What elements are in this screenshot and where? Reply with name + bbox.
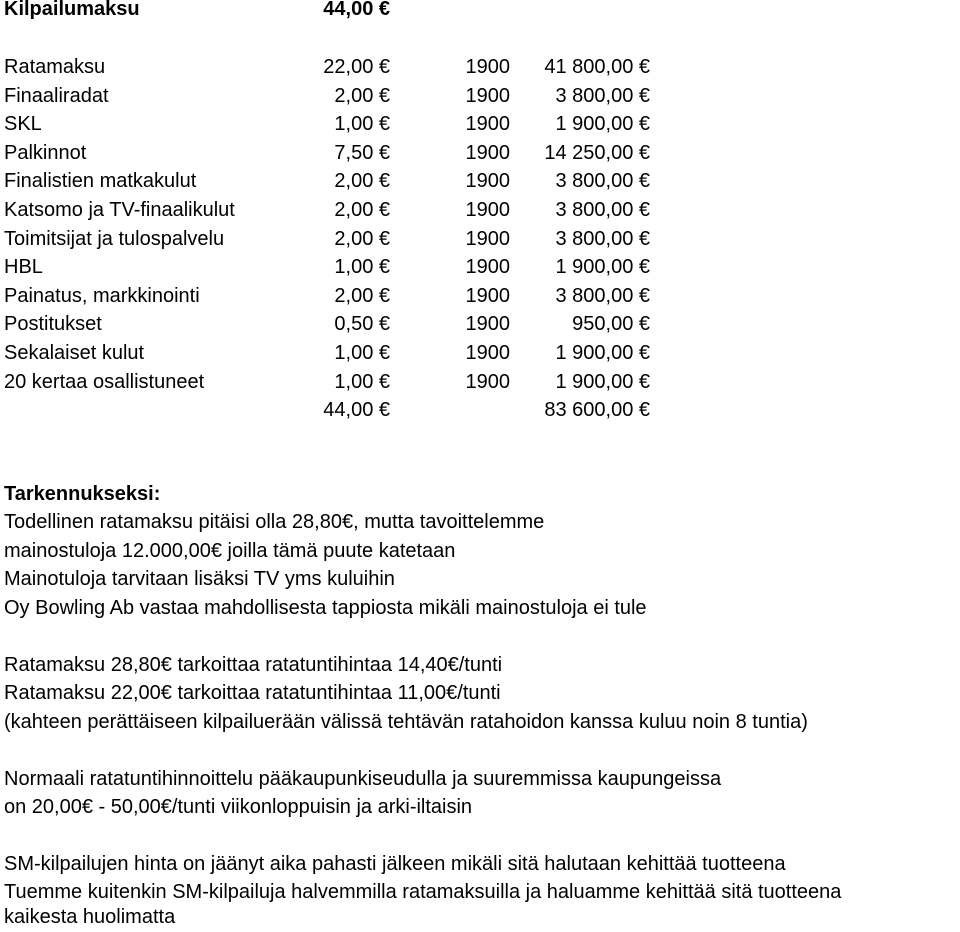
row-label: Katsomo ja TV-finaalikulut [4,199,235,221]
note-line: Todellinen ratamaksu pitäisi olla 28,80€, mutta tavoittelemme [4,511,545,533]
row-rate: 0,50 € [334,313,390,336]
row-label: Finaaliradat [4,84,109,107]
row-label: HBL [4,256,43,279]
row-rate: 1,00 € [334,256,390,279]
note-line: SM-kilpailujen hinta on jäänyt aika pahasti jälkeen mikäli sitä halutaan kehittää tuotteena [4,852,786,875]
table-row [0,225,960,254]
row-total: 1 900,00 € [555,370,650,393]
sum-row [0,396,960,425]
note-line: Ratamaksu 22,00€ tarkoittaa ratatuntihintaa 11,00€/tunti [4,682,501,704]
table-row [0,196,960,225]
table-row [0,110,960,139]
row-rate: 22,00 € [323,56,390,78]
row-rate: 2,00 € [334,284,390,307]
table-row [0,368,960,397]
row-quantity: 1900 [465,199,510,221]
row-total: 3 800,00 € [555,284,650,307]
table-row [0,310,960,339]
row-quantity: 1900 [465,370,510,393]
table-row [0,53,960,82]
note-line: on 20,00€ - 50,00€/tunti viikonloppuisin ja arki-iltaisin [4,796,473,818]
row-total: 3 800,00 € [555,84,650,107]
row-label: Palkinnot [4,141,87,164]
row-quantity: 1900 [465,284,510,307]
note-line: Mainotuloja tarvitaan lisäksi TV yms kuluihin [4,568,395,591]
row-rate: 1,00 € [334,370,390,393]
sum-total: 83 600,00 € [544,399,650,422]
row-label: Postitukset [4,313,102,336]
row-rate: 1,00 € [334,113,390,136]
note-line: kaikesta huolimatta [4,906,176,928]
table-row [0,282,960,311]
row-label: SKL [4,113,42,136]
row-label: Finalistien matkakulut [4,170,197,193]
row-rate: 2,00 € [334,84,390,107]
row-quantity: 1900 [465,56,510,78]
row-total: 41 800,00 € [544,56,650,78]
row-total: 1 900,00 € [555,256,650,279]
row-quantity: 1900 [465,141,510,164]
row-quantity: 1900 [465,313,510,336]
row-quantity: 1900 [465,113,510,136]
row-quantity: 1900 [465,227,510,250]
note-line: Tuemme kuitenkin SM-kilpailuja halvemmilla ratamaksuilla ja haluamme kehittää sitä tuotteena [4,881,842,903]
row-total: 950,00 € [572,313,650,336]
row-rate: 2,00 € [334,227,390,250]
row-total: 3 800,00 € [555,227,650,250]
row-total: 14 250,00 € [544,141,650,164]
table-row [0,339,960,368]
header-amount: 44,00 € [323,0,390,20]
sum-rate: 44,00 € [323,399,390,422]
row-quantity: 1900 [465,256,510,279]
row-label: Painatus, markkinointi [4,284,200,307]
note-line: Ratamaksu 28,80€ tarkoittaa ratatuntihintaa 14,40€/tunti [4,653,503,676]
table-row [0,82,960,111]
row-total: 1 900,00 € [555,342,650,364]
row-quantity: 1900 [465,342,510,364]
row-total: 3 800,00 € [555,170,650,193]
row-total: 1 900,00 € [555,113,650,136]
header-label: Kilpailumaksu [4,0,140,20]
row-label: Sekalaiset kulut [4,342,145,364]
table-row [0,167,960,196]
row-rate: 1,00 € [334,342,390,364]
row-rate: 7,50 € [334,141,390,164]
note-line: (kahteen perättäiseen kilpailuerään välissä tehtävän ratahoidon kanssa kuluu noin 8 tuntia) [4,710,808,733]
row-rate: 2,00 € [334,170,390,193]
row-label: Toimitsijat ja tulospalvelu [4,227,225,250]
note-line: Oy Bowling Ab vastaa mahdollisesta tappiosta mikäli mainostuloja ei tule [4,596,647,619]
row-label: Ratamaksu [4,56,106,78]
note-line: mainostuloja 12.000,00€ joilla tämä puute katetaan [4,539,456,562]
row-rate: 2,00 € [334,199,390,221]
header-row [0,0,960,24]
row-quantity: 1900 [465,84,510,107]
row-label: 20 kertaa osallistuneet [4,370,205,393]
row-quantity: 1900 [465,170,510,193]
table-row [0,253,960,282]
notes-heading: Tarkennukseksi: [4,483,161,505]
note-line: Normaali ratatuntihinnoittelu pääkaupunkiseudulla ja suuremmissa kaupungeissa [4,767,722,790]
table-row [0,139,960,168]
row-total: 3 800,00 € [555,199,650,221]
